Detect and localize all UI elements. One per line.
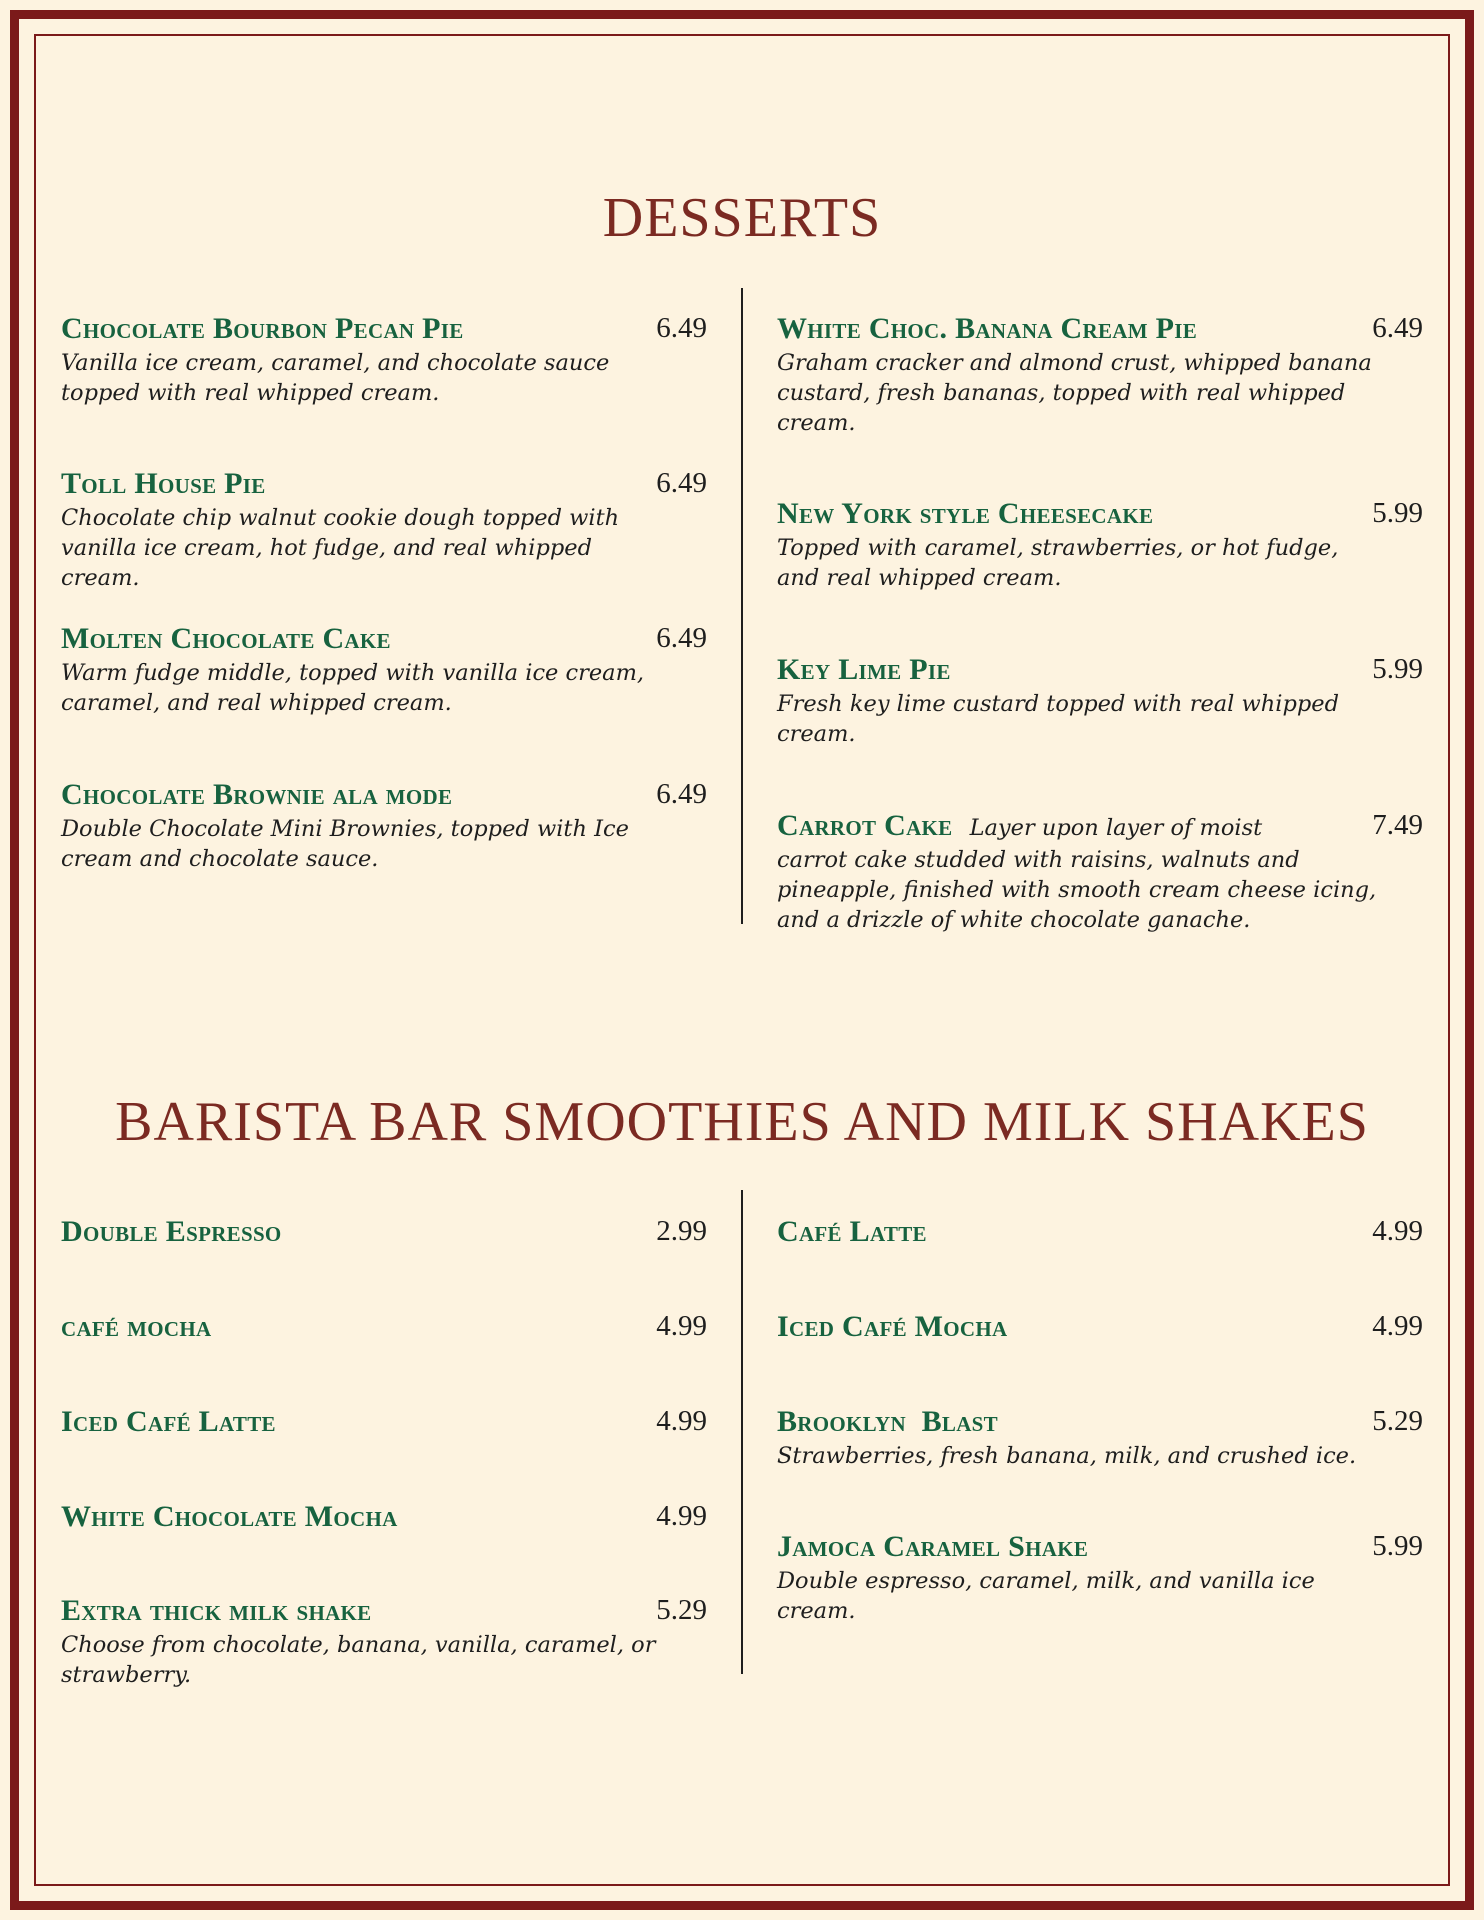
item-name: New York style Cheesecake	[777, 497, 1154, 530]
item-price: 4.99	[656, 1310, 707, 1342]
item-price: 6.49	[656, 778, 707, 810]
item-price: 5.29	[656, 1594, 707, 1626]
item-price: 6.49	[656, 622, 707, 654]
menu-item-new-york-style-cheesecake	[777, 497, 1423, 593]
item-name: Extra thick milk shake	[61, 1594, 372, 1627]
item-description: Double espresso, caramel, milk, and vanilla ice cream.	[777, 1568, 1315, 1624]
item-name: White Chocolate Mocha	[61, 1500, 398, 1533]
item-price: 5.99	[1372, 497, 1423, 529]
item-price: 5.99	[1372, 653, 1423, 685]
item-description: Choose from chocolate, banana, vanilla, caramel, or strawberry.	[61, 1632, 656, 1688]
menu-item-carrot-cake	[777, 809, 1423, 935]
menu-item-jamoca-caramel-shake	[777, 1530, 1423, 1626]
item-description: Double Chocolate Mini Brownies, topped with Ice cream and chocolate sauce.	[61, 816, 629, 872]
menu-item-cafe-mocha	[61, 1310, 707, 1346]
menu-item-white-chocolate-mocha	[61, 1500, 707, 1536]
menu-item-iced-cafe-latte	[61, 1405, 707, 1441]
item-price: 4.99	[656, 1405, 707, 1437]
menu-item-chocolate-brownie-ala-mode	[61, 778, 707, 874]
menu-item-iced-cafe-mocha	[777, 1310, 1423, 1346]
item-price: 4.99	[1372, 1215, 1423, 1247]
item-description: Chocolate chip walnut cookie dough topped with vanilla ice cream, hot fudge, and real whipped cream.	[61, 505, 620, 591]
item-name: Jamoca Caramel Shake	[777, 1530, 1089, 1563]
item-price: 6.49	[656, 312, 707, 344]
menu-item-brooklyn-blast	[777, 1405, 1423, 1471]
item-name: Iced Café Mocha	[777, 1310, 1008, 1343]
item-description: Strawberries, fresh banana, milk, and crushed ice.	[777, 1443, 1357, 1469]
menu-item-toll-house-pie	[61, 467, 707, 593]
item-description-inline: Layer upon layer of moist	[969, 815, 1263, 841]
menu-item-extra-thick-milk-shake	[61, 1594, 707, 1690]
item-price: 5.99	[1372, 1530, 1423, 1562]
menu-item-double-espresso	[61, 1215, 707, 1251]
item-description: Vanilla ice cream, caramel, and chocolate sauce topped with real whipped cream.	[61, 350, 610, 406]
item-price: 5.29	[1372, 1405, 1423, 1437]
item-name: café mocha	[61, 1310, 212, 1343]
menu-item-cafe-latte	[777, 1215, 1423, 1251]
item-description: carrot cake studded with raisins, walnuts and pineapple, finished with smooth cream cheese icing, and a drizzle of white chocolate ganache.	[777, 847, 1377, 933]
item-price: 6.49	[1372, 312, 1423, 344]
item-name: Carrot Cake	[777, 809, 953, 842]
menu-item-chocolate-bourbon-pecan-pie	[61, 312, 707, 408]
item-price: 2.99	[656, 1215, 707, 1247]
item-name: White Choc. Banana Cream Pie	[777, 312, 1198, 345]
item-name: Iced Café Latte	[61, 1405, 276, 1438]
barista-title: BARISTA BAR SMOOTHIES AND MILK SHAKES	[115, 1091, 1369, 1153]
desserts-column-divider	[741, 288, 743, 924]
item-name: Toll House Pie	[61, 467, 266, 500]
item-name: Key Lime Pie	[777, 653, 951, 686]
menu-item-key-lime-pie	[777, 653, 1423, 749]
item-description: Warm fudge middle, topped with vanilla ice cream, caramel, and real whipped cream.	[61, 660, 645, 716]
item-name: Double Espresso	[61, 1215, 282, 1248]
barista-column-divider	[741, 1190, 743, 1674]
desserts-title: DESSERTS	[602, 187, 882, 249]
item-name: Molten Chocolate Cake	[61, 622, 391, 655]
menu-item-molten-chocolate-cake	[61, 622, 707, 718]
menu-item-white-choc-banana-cream-pie	[777, 312, 1423, 438]
item-price: 7.49	[1372, 809, 1423, 841]
item-description: Graham cracker and almond crust, whipped banana custard, fresh bananas, topped with real whipped cream.	[777, 350, 1372, 436]
item-description: Topped with caramel, strawberries, or hot fudge, and real whipped cream.	[777, 535, 1339, 591]
item-price: 4.99	[1372, 1310, 1423, 1342]
item-name: Chocolate Brownie ala mode	[61, 778, 453, 811]
item-name: Chocolate Bourbon Pecan Pie	[61, 312, 464, 345]
item-name: Café Latte	[777, 1215, 927, 1248]
item-name: Brooklyn Blast	[777, 1405, 998, 1438]
item-price: 6.49	[656, 467, 707, 499]
item-description: Fresh key lime custard topped with real whipped cream.	[777, 691, 1339, 747]
item-price: 4.99	[656, 1500, 707, 1532]
